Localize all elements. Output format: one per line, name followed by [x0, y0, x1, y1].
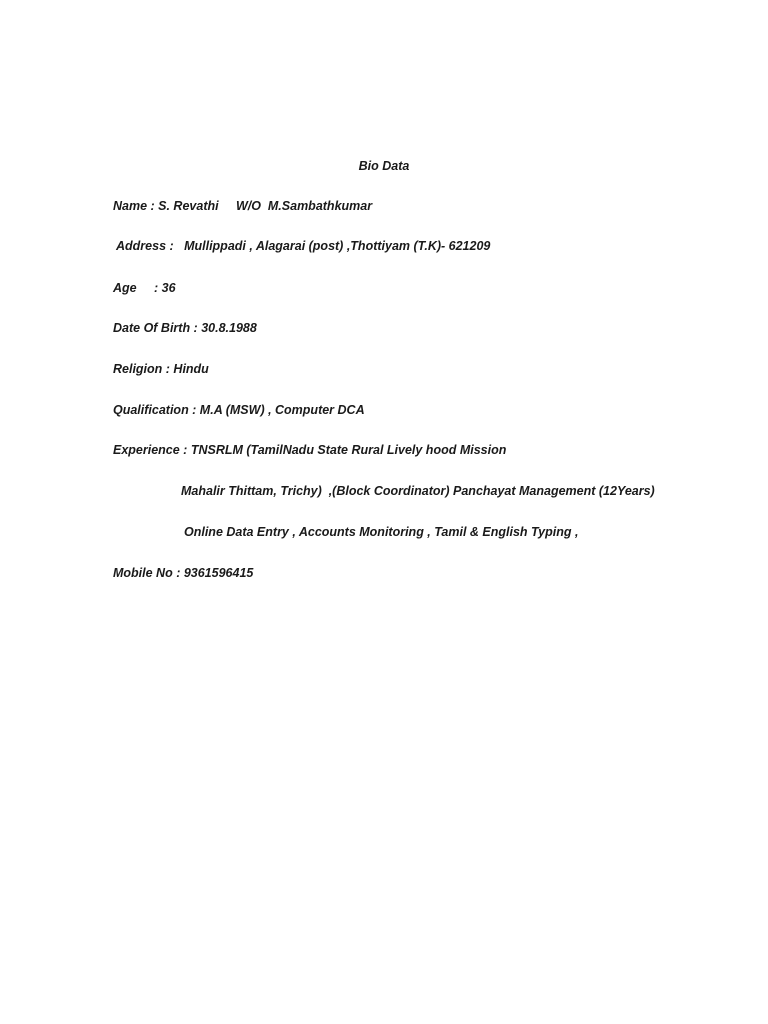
experience-continuation-line: Mahalir Thittam, Trichy) ,(Block Coordinator) Panchayat Management (12Years): [181, 484, 655, 498]
age-line: Age : 36: [113, 281, 176, 295]
experience-line: Experience : TNSRLM (TamilNadu State Rural Lively hood Mission: [113, 443, 507, 457]
qualification-line: Qualification : M.A (MSW) , Computer DCA: [113, 403, 365, 417]
skills-line: Online Data Entry , Accounts Monitoring , Tamil & English Typing ,: [184, 525, 579, 539]
document-title: Bio Data: [358, 159, 410, 173]
religion-line: Religion : Hindu: [113, 362, 209, 376]
date-of-birth-line: Date Of Birth : 30.8.1988: [113, 321, 257, 335]
mobile-line: Mobile No : 9361596415: [113, 566, 254, 580]
address-line: Address : Mullippadi , Alagarai (post) ,Thottiyam (T.K)- 621209: [113, 239, 491, 253]
name-line: Name : S. Revathi W/O M.Sambathkumar: [113, 199, 373, 213]
